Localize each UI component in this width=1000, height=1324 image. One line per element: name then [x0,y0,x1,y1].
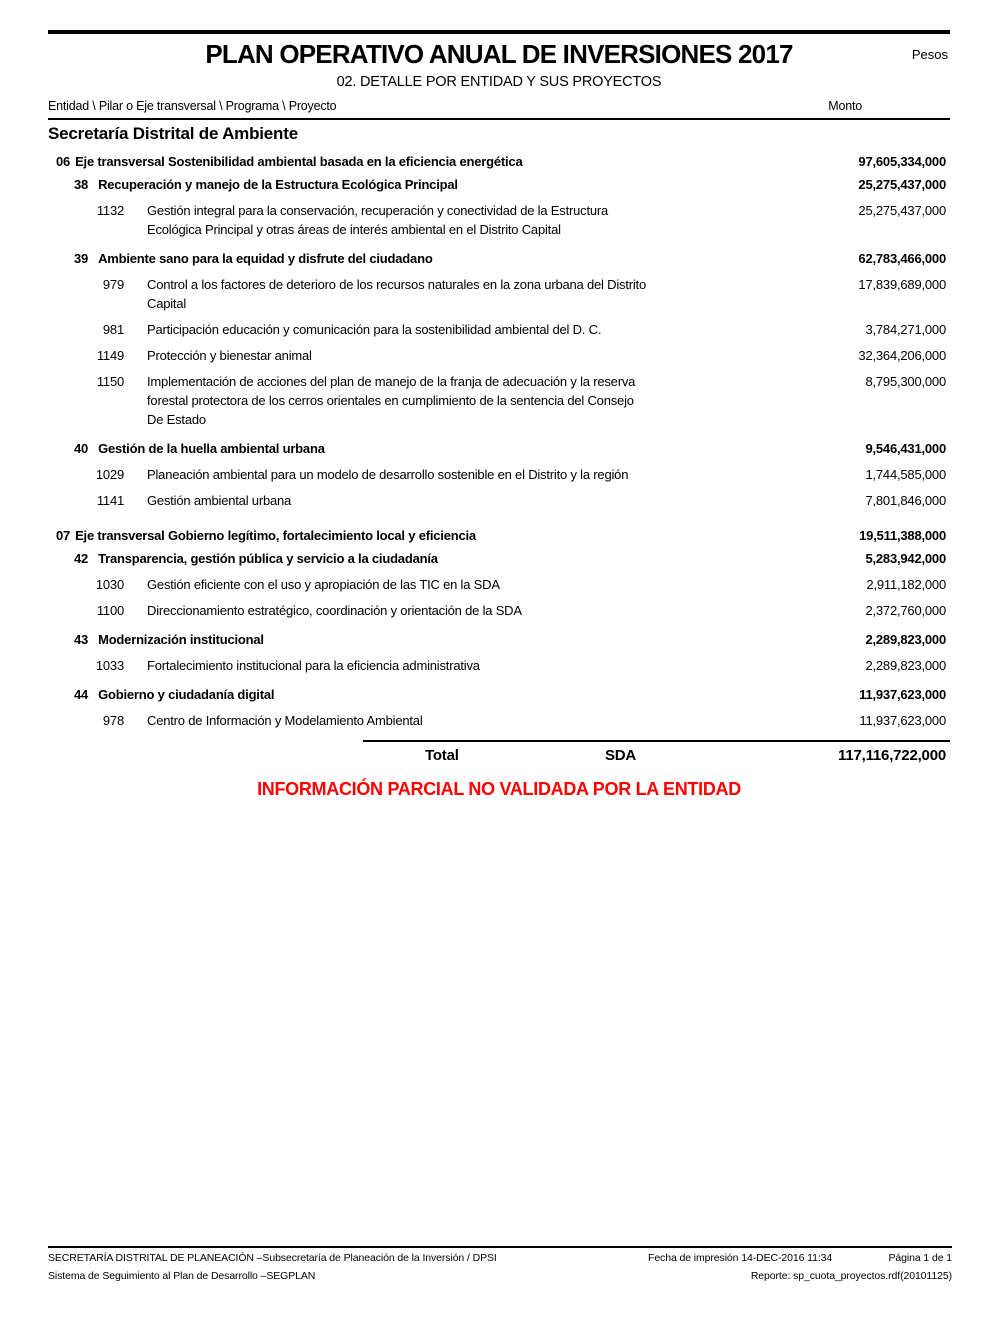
footer-system: Sistema de Seguimiento al Plan de Desarrollo –SEGPLAN [48,1270,316,1282]
proyecto-code: 1132 [96,203,124,218]
report-title: PLAN OPERATIVO ANUAL DE INVERSIONES 2017 [205,39,793,69]
proyecto-row [48,575,950,594]
programa-row [48,685,950,704]
programa-amount: 11,937,623,000 [859,687,946,702]
proyecto-code: 1029 [95,467,124,482]
proyecto-row [48,346,950,365]
eje-name: Eje transversal Gobierno legítimo, fortalecimiento local y eficiencia [75,528,476,543]
eje-row [48,526,950,545]
proyecto-code: 979 [102,277,124,292]
eje-amount: 97,605,334,000 [858,154,946,169]
proyecto-code: 981 [102,322,124,337]
programa-name: Transparencia, gestión pública y servicio a la ciudadanía [98,551,438,566]
programa-block [48,175,950,239]
eje-amount: 19,511,388,000 [859,528,946,543]
proyecto-row [48,201,950,239]
validation-warning: INFORMACIÓN PARCIAL NO VALIDADA POR LA ENTIDAD [257,779,741,799]
proyecto-amount: 3,784,271,000 [865,322,946,337]
total-amount: 117,116,722,000 [838,747,946,764]
programa-code: 40 [74,441,89,456]
eje-code: 07 [56,528,71,543]
proyecto-row [48,465,950,484]
programa-row [48,249,950,268]
proyecto-name: Gestión eficiente con el uso y apropiación de las TIC en la SDA [147,577,500,592]
programa-name: Gobierno y ciudadanía digital [98,687,275,702]
programa-amount: 62,783,466,000 [858,251,946,266]
proyecto-name: Centro de Información y Modelamiento Ambiental [147,713,423,728]
programa-block [48,249,950,429]
programa-amount: 9,546,431,000 [865,441,946,456]
proyecto-amount: 32,364,206,000 [858,348,946,363]
proyecto-row [48,656,950,675]
column-header-row [48,99,950,115]
proyecto-amount: 7,801,846,000 [865,493,946,508]
programa-row [48,175,950,194]
proyecto-row [48,372,950,429]
footer-line-1 [48,1252,952,1266]
proyecto-amount: 2,372,760,000 [865,603,946,618]
proyecto-amount: 1,744,585,000 [865,467,946,482]
column-header-monto: Monto [828,99,862,113]
proyecto-code: 1150 [96,374,124,389]
programa-code: 38 [74,177,89,192]
proyecto-name: Fortalecimiento institucional para la eficiencia administrativa [147,658,480,673]
proyecto-amount: 2,289,823,000 [865,658,946,673]
programa-row [48,630,950,649]
proyecto-amount: 17,839,689,000 [858,277,946,292]
programa-code: 44 [74,687,89,702]
proyecto-name: Direccionamiento estratégico, coordinación y orientación de la SDA [147,603,522,618]
proyecto-row [48,320,950,339]
eje-name: Eje transversal Sostenibilidad ambiental basada en la eficiencia energética [75,154,523,169]
column-header-hierarchy: Entidad \ Pilar o Eje transversal \ Programa \ Proyecto [48,99,337,113]
eje-row [48,152,950,171]
currency-label: Pesos [911,47,948,62]
proyecto-name: Control a los factores de deterioro de los recursos naturales en la zona urbana del Distrito Capital [147,277,646,311]
programa-name: Ambiente sano para la equidad y disfrute del ciudadano [98,251,433,266]
proyecto-name: Participación educación y comunicación para la sostenibilidad ambiental del D. C. [147,322,602,337]
proyecto-row [48,491,950,510]
programa-name: Gestión de la huella ambiental urbana [98,441,325,456]
report-page [48,30,950,800]
footer-report-name: Reporte: sp_cuota_proyectos.rdf(20101125) [750,1270,952,1282]
programa-block [48,549,950,620]
report-header [48,34,950,90]
header-divider [48,118,950,120]
eje-code: 06 [56,154,71,169]
proyecto-row [48,711,950,730]
proyecto-amount: 8,795,300,000 [865,374,946,389]
footer-org: SECRETARÍA DISTRITAL DE PLANEACIÓN –Subsecretaría de Planeación de la Inversión / DPSI [48,1252,497,1264]
total-entity-code: SDA [605,747,637,764]
eje-block [48,152,950,510]
footer-page-number: Página 1 de 1 [888,1252,952,1264]
programa-block [48,685,950,730]
proyecto-code: 978 [102,713,124,728]
programa-name: Recuperación y manejo de la Estructura Ecológica Principal [98,177,458,192]
proyecto-code: 1030 [95,577,124,592]
programa-block [48,439,950,510]
proyecto-amount: 2,911,182,000 [866,577,946,592]
proyecto-code: 1141 [96,493,124,508]
footer-line-2 [48,1270,952,1284]
proyecto-name: Implementación de acciones del plan de manejo de la franja de adecuación y la reserva forestal protectora de los cerros orientales en cumplimiento de la sentencia del Consejo De Estado [147,374,636,427]
report-footer [48,1246,952,1284]
programa-row [48,439,950,458]
total-section [48,740,950,770]
proyecto-amount: 25,275,437,000 [858,203,946,218]
footer-print-date: Fecha de impresión 14-DEC-2016 11:34 [648,1252,833,1264]
proyecto-name: Gestión integral para la conservación, recuperación y conectividad de la Estructura Ecológica Principal y otras áreas de interés ambiental en el Distrito Capital [147,203,609,237]
total-divider [363,740,950,742]
rows-container [48,152,950,730]
programa-amount: 5,283,942,000 [865,551,946,566]
eje-block [48,526,950,730]
proyecto-amount: 11,937,623,000 [859,713,946,728]
programa-name: Modernización institucional [98,632,264,647]
proyecto-code: 1100 [96,603,124,618]
footer-divider [48,1246,952,1248]
programa-amount: 2,289,823,000 [865,632,946,647]
report-subtitle: 02. DETALLE POR ENTIDAD Y SUS PROYECTOS [336,74,662,90]
total-label: Total [425,747,459,764]
proyecto-row [48,275,950,313]
programa-block [48,630,950,675]
entity-name: Secretaría Distrital de Ambiente [48,124,298,143]
programa-row [48,549,950,568]
proyecto-row [48,601,950,620]
proyecto-name: Gestión ambiental urbana [147,493,292,508]
programa-code: 43 [74,632,89,647]
programa-amount: 25,275,437,000 [858,177,946,192]
programa-code: 42 [74,551,89,566]
programa-code: 39 [74,251,89,266]
proyecto-code: 1033 [95,658,124,673]
proyecto-name: Protección y bienestar animal [147,348,312,363]
proyecto-name: Planeación ambiental para un modelo de desarrollo sostenible en el Distrito y la región [147,467,629,482]
proyecto-code: 1149 [96,348,124,363]
report-body [48,123,950,730]
